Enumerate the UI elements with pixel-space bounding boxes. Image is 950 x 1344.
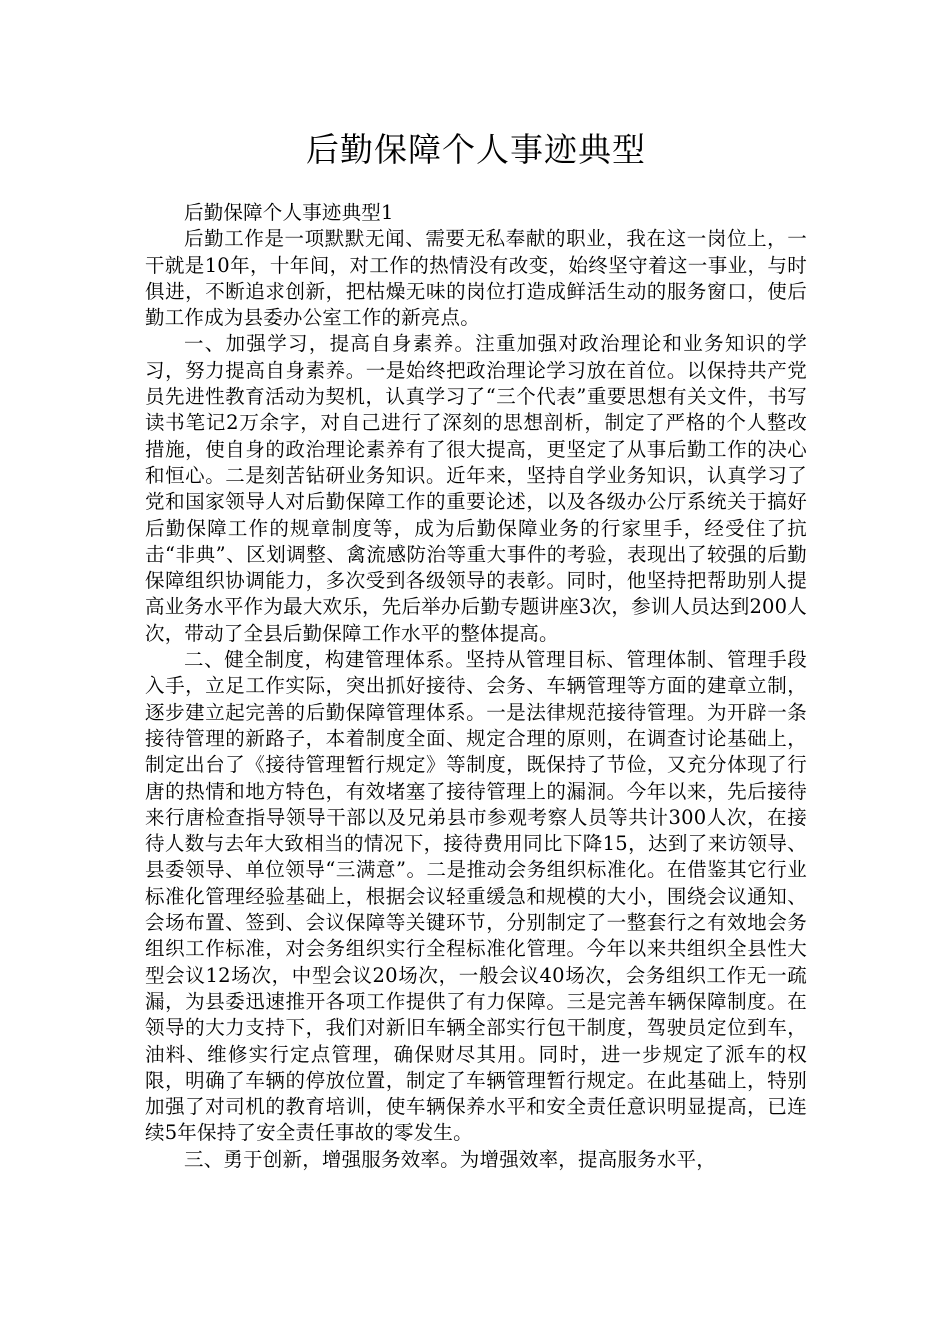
subheading: 后勤保障个人事迹典型1 [184,201,394,224]
paragraph-intro: 后勤工作是一项默默无闻、需要无私奉献的职业，我在这一岗位上，一干就是10年，十年间，对工作的热情没有改变，始终坚守着这一事业，与时俱进，不断追求创新，把枯燥无味的岗位打造成鲜活生动的服务窗口，使后勤工作成为县委办公室工作的新亮点。 [145,227,807,330]
paragraph-section-3: 三、勇于创新，增强服务效率。为增强效率，提高服务水平， [184,1147,716,1171]
document-page [145,128,807,1173]
document-title: 后勤保障个人事迹典型 [306,130,646,169]
paragraph-section-2: 二、健全制度，构建管理体系。坚持从管理目标、管理体制、管理手段入手，立足工作实际，突出抓好接待、会务、车辆管理等方面的建章立制，逐步建立起完善的后勤保障管理体系。一是法律规范接待管理。为开辟一条接待管理的新路子，本着制度全面、规定合理的原则，在调查讨论基础上，制定出台了《接待管理暂行规定》等制度，既保持了节俭，又充分体现了行唐的热情和地方特色，有效堵塞了接待管理上的漏洞。今年以来，先后接待来行唐检查指导领导干部以及兄弟县市参观考察人员等共计300人次，在接待人数与去年大致相当的情况下，接待费用同比下降15，达到了来访领导、县委领导、单位领导“三满意”。二是推动会务组织标准化。在借鉴其它行业标准化管理经验基础上，根据会议轻重缓急和规模的大小，围绕会议通知、会场布置、签到、会议保障等关键环节，分别制定了一整套行之有效地会务组织工作标准，对会务组织实行全程标准化管理。今年以来共组织全县性大型会议12场次，中型会议20场次，一般会议40场次，会务组织工作无一疏漏，为县委迅速推开各项工作提供了有力保障。三是完善车辆保障制度。在领导的大力支持下，我们对新旧车辆全部实行包干制度，驾驶员定位到车，油料、维修实行定点管理，确保财尽其用。同时，进一步规定了派车的权限，明确了车辆的停放位置，制定了车辆管理暂行规定。在此基础上，特别加强了对司机的教育培训，使车辆保养水平和安全责任意识明显提高，已连续5年保持了安全责任事故的零发生。 [145,648,807,1145]
paragraph-section-1: 一、加强学习，提高自身素养。注重加强对政治理论和业务知识的学习，努力提高自身素养。一是始终把政治理论学习放在首位。以保持共产党员先进性教育活动为契机，认真学习了“三个代表”重要思想有关文件，书写读书笔记2万余字，对自己进行了深刻的思想剖析，制定了严格的个人整改措施，使自身的政治理论素养有了很大提高，更坚定了从事后勤工作的决心和恒心。二是刻苦钻研业务知识。近年来，坚持自学业务知识，认真学习了党和国家领导人对后勤保障工作的重要论述，以及各级办公厅系统关于搞好后勤保障工作的规章制度等，成为后勤保障业务的行家里手，经受住了抗击“非典”、区划调整、禽流感防治等重大事件的考验，表现出了较强的后勤保障组织协调能力，多次受到各级领导的表彰。同时，他坚持把帮助别人提高业务水平作为最大欢乐，先后举办后勤专题讲座3次，参训人员达到200人次，带动了全县后勤保障工作水平的整体提高。 [145,332,807,645]
